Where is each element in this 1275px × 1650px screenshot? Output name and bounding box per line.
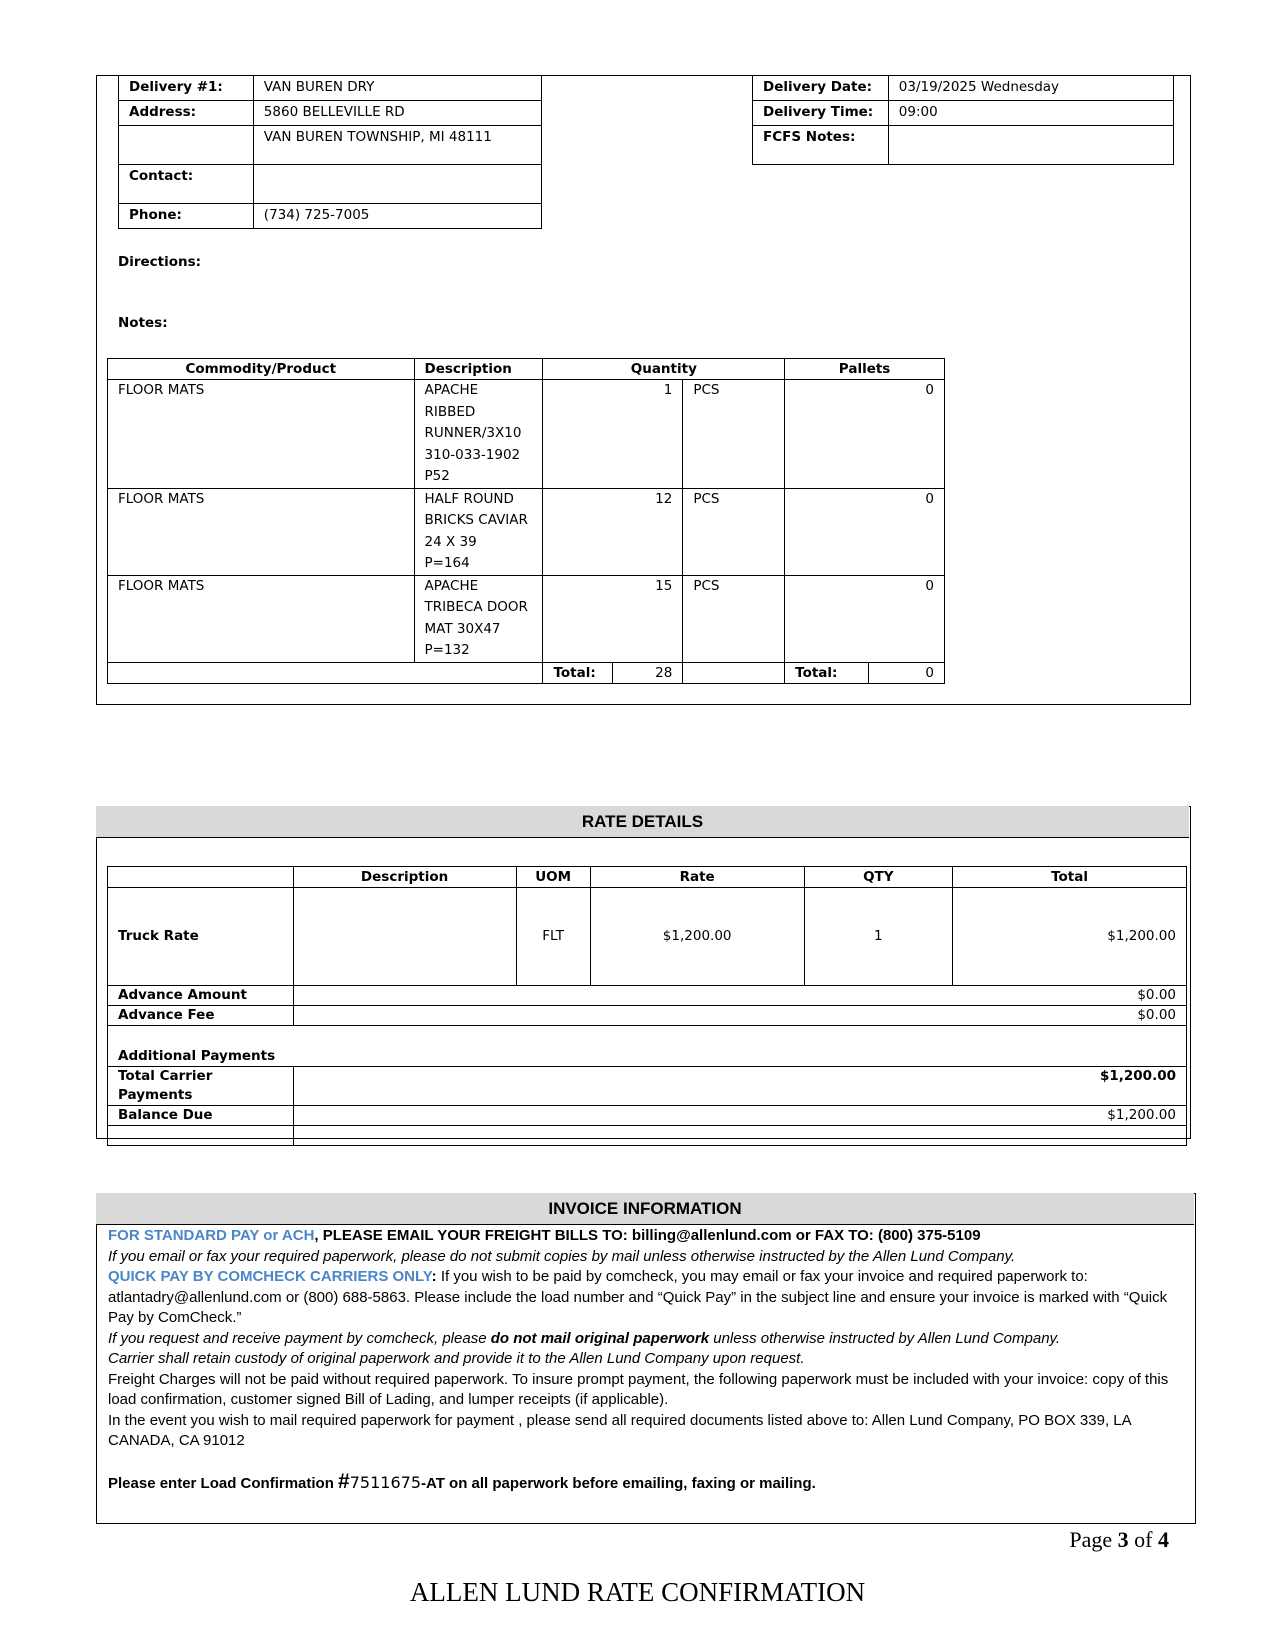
total-pallets-label: Total:: [785, 662, 869, 683]
total-qty-label: Total:: [543, 662, 613, 683]
delivery-label: Delivery #1:: [119, 76, 254, 101]
total-carrier-label: Total Carrier Payments: [108, 1067, 294, 1106]
freight-charges-note: Freight Charges will not be paid without required paperwork. To insure prompt payment, the following paperwork must be included with your invoice: copy of this load confirmation, customer signed Bill of Lading, and lumper receipts (if applicable).: [108, 1370, 1169, 1408]
rate-empty-value: [293, 1126, 1186, 1146]
notes-label: Notes:: [118, 315, 168, 331]
commodity-description: [414, 380, 543, 489]
advance-fee-value: $0.00: [293, 1006, 1186, 1026]
header-pallets: Pallets: [785, 359, 945, 380]
commodity-table: [107, 358, 945, 684]
description-line: RIBBED: [424, 403, 476, 420]
rate-header-total: Total: [953, 867, 1187, 888]
load-confirmation-text-b: -AT on all paperwork before emailing, faxing or mailing.: [421, 1474, 816, 1492]
page-word: Page: [1069, 1527, 1118, 1552]
delivery-time-table: [752, 75, 1174, 165]
standard-pay-line: [108, 1226, 1190, 1247]
address-label: Address:: [119, 101, 254, 126]
quick-pay-text: If you wish to be paid by comcheck, you may email or fax your invoice and required paperwork to: atlantadry@allenlund.com or (800) 688-5863. Please include the load number and “Quick Pay” in the subject line and ensure your invoice is marked with “Quick Pay by ComCheck.”: [108, 1268, 1168, 1326]
header-product: Commodity/Product: [108, 359, 415, 380]
commodity-description: [414, 488, 543, 575]
advance-fee-label: Advance Fee: [108, 1006, 294, 1026]
delivery-name: VAN BUREN DRY: [253, 76, 541, 101]
delivery-date-value: 03/19/2025 Wednesday: [888, 76, 1173, 101]
description-line: HALF ROUND: [424, 490, 514, 507]
document-title: ALLEN LUND RATE CONFIRMATION: [409, 1577, 866, 1607]
invoice-title: INVOICE INFORMATION: [96, 1193, 1194, 1225]
header-description: Description: [414, 359, 543, 380]
commodity-pallets: 0: [785, 380, 945, 489]
rate-header-description: Description: [293, 867, 516, 888]
delivery-date-label: Delivery Date:: [753, 76, 889, 101]
balance-due-label: Balance Due: [108, 1106, 294, 1126]
contact-label: Contact:: [119, 165, 254, 204]
comcheck-text-a: If you request and receive payment by comcheck, please: [108, 1329, 491, 1347]
description-line: MAT 30X47: [424, 620, 501, 637]
commodity-product: FLOOR MATS: [108, 575, 415, 662]
commodity-row: [108, 380, 945, 489]
rate-header-rate: Rate: [590, 867, 804, 888]
phone-label: Phone:: [119, 204, 254, 229]
truck-rate-qty: 1: [804, 888, 953, 986]
commodity-product: FLOOR MATS: [108, 488, 415, 575]
truck-rate-rate: $1,200.00: [590, 888, 804, 986]
truck-rate-total: $1,200.00: [953, 888, 1187, 986]
commodity-row: [108, 488, 945, 575]
comcheck-note: [108, 1329, 1190, 1350]
description-line: BRICKS CAVIAR: [424, 512, 528, 528]
description-line: 310-033-1902: [424, 446, 521, 463]
standard-pay-text: , PLEASE EMAIL YOUR FREIGHT BILLS TO: billing@allenlund.com or FAX TO: (800) 375-5109: [314, 1227, 981, 1244]
phone-value: (734) 725-7005: [253, 204, 541, 229]
commodity-description: [414, 575, 543, 662]
comcheck-text-c: unless otherwise instructed by Allen Lund Company.: [709, 1329, 1061, 1347]
fcfs-label: FCFS Notes:: [753, 126, 889, 165]
commodity-qty: 12: [543, 488, 683, 575]
quick-pay-paragraph: [108, 1267, 1190, 1329]
total-row-spacer: [108, 662, 543, 683]
commodity-qty: 15: [543, 575, 683, 662]
description-line: P=164: [424, 555, 470, 571]
custody-note: Carrier shall retain custody of original paperwork and provide it to the Allen Lund Company upon request.: [108, 1350, 805, 1367]
commodity-pallets: 0: [785, 575, 945, 662]
directions-label: Directions:: [118, 254, 202, 270]
advance-amount-value: $0.00: [293, 986, 1186, 1006]
address-blank-label: [119, 126, 254, 165]
commodity-qty: 1: [543, 380, 683, 489]
total-pallets-value: 0: [869, 662, 945, 683]
delivery-time-value: 09:00: [888, 101, 1173, 126]
description-line: APACHE: [424, 382, 479, 398]
address-line1: 5860 BELLEVILLE RD: [253, 101, 541, 126]
standard-pay-heading: FOR STANDARD PAY or ACH: [108, 1227, 315, 1244]
commodity-unit: PCS: [683, 488, 785, 575]
commodity-unit: PCS: [683, 575, 785, 662]
balance-due-value: $1,200.00: [293, 1106, 1186, 1126]
additional-payments-label: Additional Payments: [108, 1026, 1187, 1067]
rate-header-qty: QTY: [804, 867, 953, 888]
truck-rate-uom: FLT: [516, 888, 590, 986]
load-confirmation-text-a: Please enter Load Confirmation: [108, 1474, 339, 1492]
delivery-time-label: Delivery Time:: [753, 101, 889, 126]
contact-value: [253, 165, 541, 204]
description-line: APACHE: [424, 577, 479, 594]
description-line: P=132: [424, 642, 470, 658]
description-line: 24 X 39: [424, 533, 477, 550]
of-word: of: [1128, 1527, 1158, 1552]
truck-rate-label: Truck Rate: [108, 888, 294, 986]
rate-header-blank: [108, 867, 294, 888]
total-qty-blank: [683, 662, 785, 683]
rate-table: [107, 866, 1187, 1146]
commodity-unit: PCS: [683, 380, 785, 489]
advance-amount-label: Advance Amount: [108, 986, 294, 1006]
load-confirmation-number: 7511675: [349, 1472, 421, 1492]
quick-pay-colon: :: [431, 1268, 437, 1285]
truck-rate-description: [293, 888, 516, 986]
commodity-row: [108, 575, 945, 662]
commodity-product: FLOOR MATS: [108, 380, 415, 489]
description-line: TRIBECA DOOR: [424, 599, 528, 615]
total-qty-value: 28: [613, 662, 683, 683]
load-confirmation-hash: #: [338, 1469, 350, 1493]
mail-paperwork-note: In the event you wish to mail required paperwork for payment , please send all required documents listed above to: Allen Lund Company, PO BOX 339, LA CANADA, CA 91012: [108, 1411, 1131, 1449]
page-number: [1069, 1527, 1169, 1553]
rate-details-title: RATE DETAILS: [96, 806, 1189, 838]
total-carrier-value: $1,200.00: [293, 1067, 1186, 1106]
quick-pay-heading: QUICK PAY BY COMCHECK CARRIERS ONLY: [108, 1268, 432, 1285]
commodity-pallets: 0: [785, 488, 945, 575]
delivery-address-table: [118, 75, 542, 229]
load-confirmation-note: [108, 1469, 1190, 1495]
invoice-body: [108, 1226, 1190, 1494]
current-page: 3: [1117, 1527, 1129, 1552]
address-line2: VAN BUREN TOWNSHIP, MI 48111: [253, 126, 541, 165]
email-fax-note: If you email or fax your required paperwork, please do not submit copies by mail unless otherwise instructed by the Allen Lund Company.: [108, 1247, 1016, 1265]
rate-empty-label: [108, 1126, 294, 1146]
fcfs-value: [888, 126, 1173, 165]
rate-header-uom: UOM: [516, 867, 590, 888]
description-line: P52: [424, 468, 450, 484]
description-line: RUNNER/3X10: [424, 425, 522, 441]
header-quantity: Quantity: [543, 359, 785, 380]
comcheck-text-bold: do not mail original paperwork: [490, 1329, 710, 1347]
total-pages: 4: [1158, 1527, 1169, 1552]
